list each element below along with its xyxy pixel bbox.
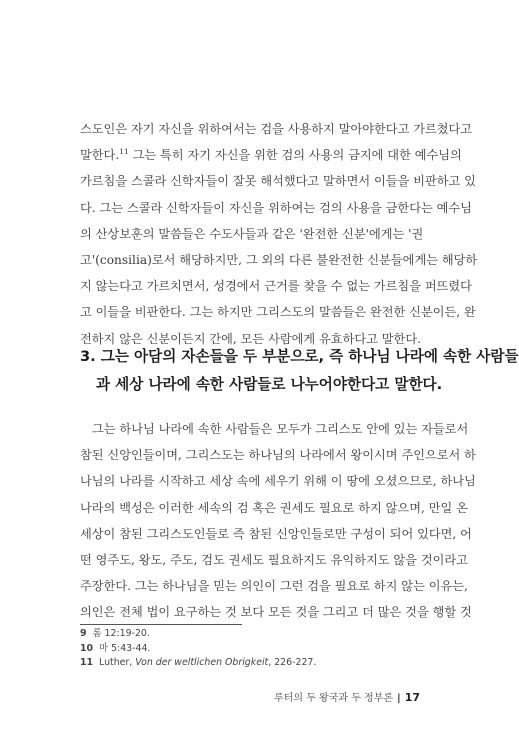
- page-number: 17: [404, 691, 420, 704]
- text-line: 나라의 백성은 이러한 세속의 검 혹은 권세도 필요로 하지 않으며, 만일 온: [80, 500, 468, 515]
- text-line: 의인은 전체 법이 요구하는 것 보다 모든 것을 그리고 더 많은 것을 행할 것: [80, 605, 472, 620]
- footnote-number: 10: [80, 642, 94, 654]
- text-line: 가르침을 스콜라 신학자들이 잘못 해석했다고 말하면서 이들을 비판하고 있: [80, 174, 476, 189]
- text-line: 그는 하나님 나라에 속한 사람들은 모두가 그리스도 안에 있는 자들로서: [92, 422, 469, 436]
- text-line: 참된 신앙인들이며, 그리스도는 하나님의 나라에서 왕이시며 주인으로서 하: [80, 448, 476, 463]
- footnote-number: 9: [80, 628, 87, 639]
- body-paragraph-2: [80, 416, 476, 626]
- text-line-with-footnote-ref: [80, 142, 462, 168]
- footnote-pages: , 226-227.: [268, 657, 317, 669]
- footnote-divider: [80, 624, 242, 625]
- text-line: 고 이들을 비판한다. 그는 하지만 그리스도의 말씀들은 완전한 신분이든, 완: [80, 305, 476, 320]
- footnote-item: [80, 656, 420, 671]
- running-title: 루터의 두 왕국과 두 정부론: [274, 693, 394, 704]
- text-line: 나님의 나라를 시작하고 세상 속에 세우기 위해 이 땅에 오셨으므로, 하나님: [80, 474, 476, 489]
- heading-line: 과 세상 나라에 속한 사람들로 나누어야한다고 말한다.: [96, 376, 443, 393]
- footnotes: [80, 627, 420, 671]
- text-segment: 말한다.: [80, 148, 120, 163]
- text-line: 세상이 참된 그리스도인들로 즉 참된 신앙인들로만 구성이 되어 있다면, 어: [80, 526, 472, 541]
- footnote-item: [80, 627, 420, 642]
- footnote-source-title: Von der weltlichen Obrigkeit: [135, 657, 269, 669]
- footnote-number: 11: [80, 657, 94, 669]
- footnote-item: [80, 642, 420, 657]
- footnote-reference: 11: [119, 147, 129, 157]
- text-segment: 그는 특히 자기 자신을 위한 검의 사용의 금지에 대한 예수님의: [128, 148, 462, 163]
- text-line: 전하지 않은 신분이든지 간에, 모든 사람에게 유효하다고 말한다.: [80, 331, 421, 346]
- footer-separator: |: [397, 693, 401, 704]
- text-line: 스도인은 자기 자신을 위하여서는 검을 사용하지 말아야한다고 가르쳤다고: [80, 122, 473, 136]
- text-line: 고'(consilia)로서 해당하지만, 그 외의 다른 불완전한 신분들에게는 해당하: [80, 253, 478, 268]
- text-line: 떤 영주도, 왕도, 주도, 검도 권세도 필요하지도 유익하지도 않을 것이라고: [80, 553, 468, 568]
- heading-line: 3. 그는 아담의 자손들을 두 부분으로, 즉 하나님 나라에 속한 사람들: [80, 348, 519, 365]
- running-footer: [274, 689, 420, 704]
- text-line: 다. 그는 스콜라 신학자들이 자신을 위하여는 검의 사용을 금한다는 예수님: [80, 200, 472, 215]
- text-line: 지 않는다고 가르치면서, 성경에서 근거를 찾을 수 없는 가르침을 퍼뜨렸다: [80, 279, 472, 294]
- footnote-text: 마 5:43-44.: [99, 642, 151, 654]
- section-heading: [80, 343, 519, 399]
- footnote-author: Luther,: [99, 657, 136, 669]
- text-line: 주장한다. 그는 하나님을 믿는 의인이 그런 검을 필요로 하지 않는 이유는,: [80, 579, 468, 594]
- footnote-text: 롬 12:19-20.: [92, 628, 150, 639]
- text-line: 의 산상보훈의 말씀들은 수도사들과 같은 '완전한 신분'에게는 '권: [80, 226, 424, 241]
- body-paragraph-1: [80, 116, 478, 352]
